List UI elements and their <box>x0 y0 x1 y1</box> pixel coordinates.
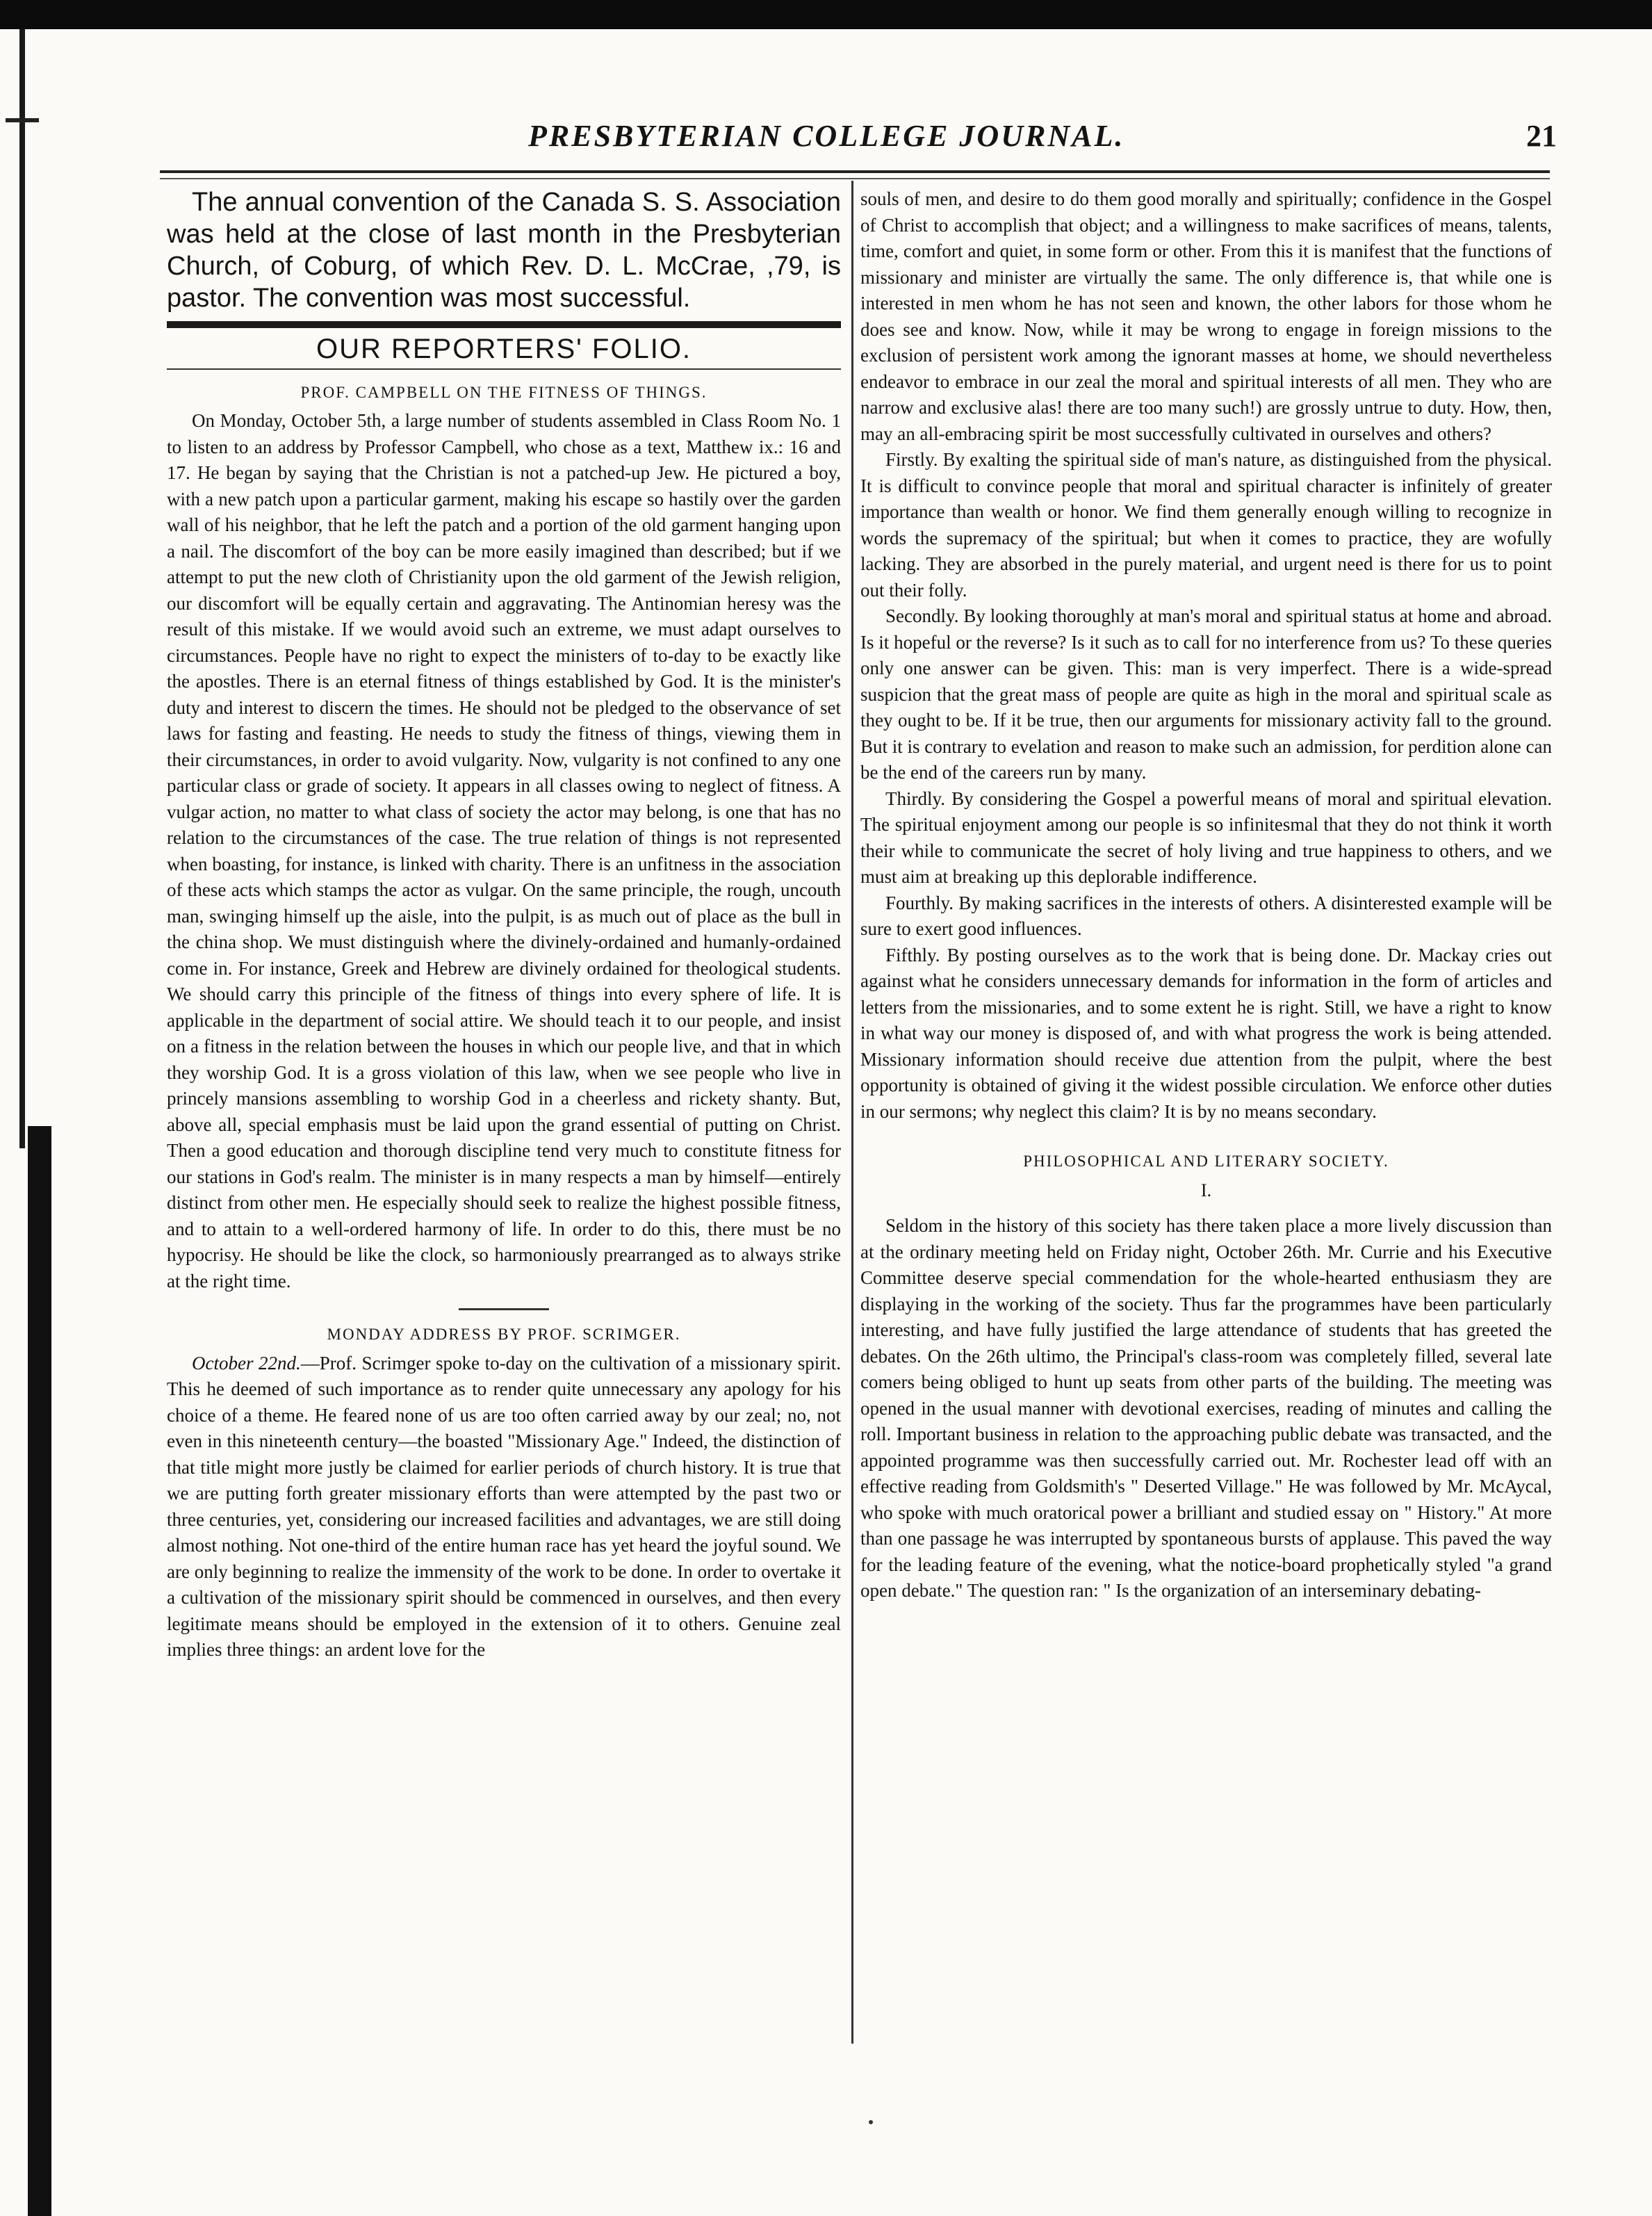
running-title: PRESBYTERIAN COLLEGE JOURNAL. <box>528 119 1125 153</box>
header-rule <box>160 170 1550 173</box>
article-body-scrimger <box>167 1351 841 1663</box>
article-title-scrimger: MONDAY ADDRESS BY PROF. SCRIMGER. <box>327 1326 681 1343</box>
convention-announcement: The annual convention of the Canada S. S. Association was held at the close of last month in the Presbyterian Church, of Coburg, of which Rev. D. L. McCrae, ,79, is pastor. The convention was most successful. <box>167 188 841 313</box>
article-title-society: PHILOSOPHICAL AND LITERARY SOCIETY. <box>1023 1152 1389 1170</box>
binding-mark <box>6 118 39 122</box>
header-rule-thin <box>160 178 1550 179</box>
article-dateline: October 22nd. <box>192 1352 301 1374</box>
page-number: 21 <box>1526 119 1557 153</box>
scan-speck <box>869 2120 873 2124</box>
article-body-society: Seldom in the history of this society has there taken place a more lively discussion than at the ordinary meeting held on Friday night, October 26th. Mr. Currie and his Executive Committee deserve special commendation for the whole-hearted enthusiasm they are displaying in the working of the society. Thus far the programmes have been particularly interesting, and have fully justified the large attendance of students that has greeted the debates. On the 26th ultimo, the Principal's class-room was completely filled, several late comers being obliged to hunt up seats from other parts of the building. The meeting was opened in the usual manner with devotional exercises, reading of minutes and calling the roll. Important business in relation to the approaching public debate was transacted, and the appointed programme was then successfully carried out. Mr. Rochester lead off with an effective reading from Goldsmith's " Deserted Village." He was followed by Mr. McAycal, who spoke with much oratorical power a brilliant and studied essay on " History." At more than one passage he was interrupted by spontaneous bursts of applause. This paved the way for the leading feature of the evening, what the notice-board prophetically styled "a grand open debate." The question ran: " Is the organization of an interseminary debating- <box>860 1215 1552 1601</box>
right-column <box>860 186 1552 1604</box>
point-firstly: Firstly. By exalting the spiritual side of man's nature, as distinguished from the physical. It is difficult to convince people that moral and spiritual character is infinitely of greater importance than wealth or honor. We find them generally enough willing to recognize in words the supremacy of the spiritual; but when it comes to practice, they are wofully lacking. They are absorbed in the purely material, and urgent need is there for us to point out their folly. <box>860 449 1552 601</box>
article-text-scrimger: —Prof. Scrimger spoke to-day on the cultivation of a missionary spirit. This he deemed of such importance as to render quite unnecessary any apology for his choice of a theme. He feared none of us are too often carried away by our zeal; no, not even in this nineteenth century—the boasted "Missionary Age." Indeed, the distinction of that title might more justly be claimed for earlier periods of church history. It is true that we are putting forth greater missionary efforts than were attempted by the past two or three centuries, yet, considering our increased facilities and advantages, we are still doing almost nothing. Not one-third of the entire human race has yet heard the joyful sound. We are only beginning to realize the immensity of the work to be done. In order to overtake it a cultivation of the missionary spirit should be commenced in ourselves, and then every legitimate means should be employed in the extension of it to others. Genuine zeal implies three things: an ardent love for the <box>167 1352 841 1660</box>
point-thirdly: Thirdly. By considering the Gospel a powerful means of moral and spiritual elevation. The spiritual enjoyment among our people is so infinitesmal that they do not think it worth their while to communicate the secret of holy living and true happiness to others, and we must aim at breaking up this deplorable indifference. <box>860 788 1552 887</box>
section-title: OUR REPORTERS' FOLIO. <box>316 334 692 364</box>
section-underline <box>167 368 841 370</box>
page-header <box>528 118 1557 167</box>
scan-left-edge-lower <box>28 1126 51 2216</box>
article-title-campbell: PROF. CAMPBELL ON THE FITNESS OF THINGS. <box>300 383 708 401</box>
point-secondly: Secondly. By looking thoroughly at man's moral and spiritual status at home and abroad. Is it hopeful or the reverse? Is it such as to call for no interference from us? To these queries only one answer can be given. This: man is very imperfect. There is a wide-spread suspicion that the great mass of people are quite as high in the moral and spiritual scale as they ought to be. If it be true, then our arguments for missionary activity fall to the ground. But it is contrary to evelation and reason to make such an admission, for perdition alone can be the end of the careers run by many. <box>860 605 1552 783</box>
article-numeral: I. <box>1200 1180 1212 1200</box>
left-column <box>167 186 841 1663</box>
scan-top-border <box>0 0 1652 29</box>
section-rule <box>167 321 841 328</box>
article-separator <box>459 1308 549 1310</box>
article-body-campbell: On Monday, October 5th, a large number of students assembled in Class Room No. 1 to listen to an address by Professor Campbell, who chose as a text, Matthew ix.: 16 and 17. He began by saying that the Christian is not a patched-up Jew. He pictured a boy, with a new patch upon a particular garment, making his escape so hastily over the garden wall of his neighbor, that he left the patch and a portion of the old garment hanging upon a nail. The discomfort of the boy can be more easily imagined than described; but if we attempt to put the new cloth of Christianity upon the old garment of the Jewish religion, our discomfort will be equally certain and aggravating. The Antinomian heresy was the result of this mistake. If we would avoid such an extreme, we must adapt ourselves to circumstances. People have no right to expect the ministers of to-day to be exactly like the apostles. There is an eternal fitness of things established by God. It is the minister's duty and interest to discern the times. He should not be pledged to the observance of set laws for fasting and feasting. He needs to study the fitness of things, viewing them in their circumstances, in order to avoid vulgarity. Now, vulgarity is not confined to any one particular class or grade of society. It appears in all classes owing to neglect of fitness. A vulgar action, no matter to what class of society the actor may belong, is one that has no relation to the circumstances of the case. The true relation of things is not represented when boasting, for instance, is linked with charity. There is an unfitness in the association of these acts which stamps the actor as vulgar. On the same principle, the rough, uncouth man, swinging himself up the aisle, into the pulpit, is as much out of place as the bull in the china shop. We must distinguish where the divinely-ordained and humanly-ordained come in. For instance, Greek and Hebrew are divinely ordained for theological students. We should carry this principle of the fitness of things into every sphere of life. It is applicable in the department of social attire. We should teach it to our people, and insist on a fitness in the relation between the houses in which our people live, and that in which they worship God. It is a gross violation of this law, when we see people who live in princely mansions assembling to worship God in a cheerless and rickety shanty. But, above all, special emphasis must be laid upon the grand essential of putting on Christ. Then a good education and thorough discipline tend very much to constitute fitness for our stations in God's realm. The minister is in many respects a man by himself—entirely distinct from other men. He especially should seek to realize the highest possible fitness, and to attain to a well-ordered harmony of life. In order to do this, there must be no hypocrisy. He should be like the clock, so harmoniously prearranged as to always strike at the right time. <box>167 410 841 1292</box>
point-fifthly: Fifthly. By posting ourselves as to the work that is being done. Dr. Mackay cries out against what he considers unnecessary demands for information in the form of articles and letters from the missionaries, and to some extent he is right. Still, we have a right to know in what way our money is disposed of, and with what progress the work is being attended. Missionary information should receive due attention from the pulpit, where the best opportunity is obtained of giving it the widest possible circulation. We enforce other duties in our sermons; why neglect this claim? It is by no means secondary. <box>860 944 1552 1122</box>
continued-text: souls of men, and desire to do them good morally and spiritually; confidence in the Gospel of Christ to accomplish that object; and a willingness to make sacrifices of means, talents, time, comfort and quiet, in some form or other. From this it is manifest that the functions of missionary and minister are virtually the same. The only difference is, that while one is interested in men whom he has not seen and known, the other labors for those whom he does see and know. Now, while it may be wrong to engage in foreign missions to the exclusion of persistent work among the ignorant masses at home, we should nevertheless endeavor to embrace in our zeal the moral and spiritual interests of all men. They who are narrow and exclusive alas! there are too many such!) are grossly untrue to duty. How, then, may an all-embracing spirit be most successfully cultivated in ourselves and others? <box>860 188 1552 444</box>
point-fourthly: Fourthly. By making sacrifices in the interests of others. A disinterested example will be sure to exert good influences. <box>860 892 1552 939</box>
column-divider <box>851 181 853 2044</box>
scan-left-edge <box>19 29 25 1148</box>
